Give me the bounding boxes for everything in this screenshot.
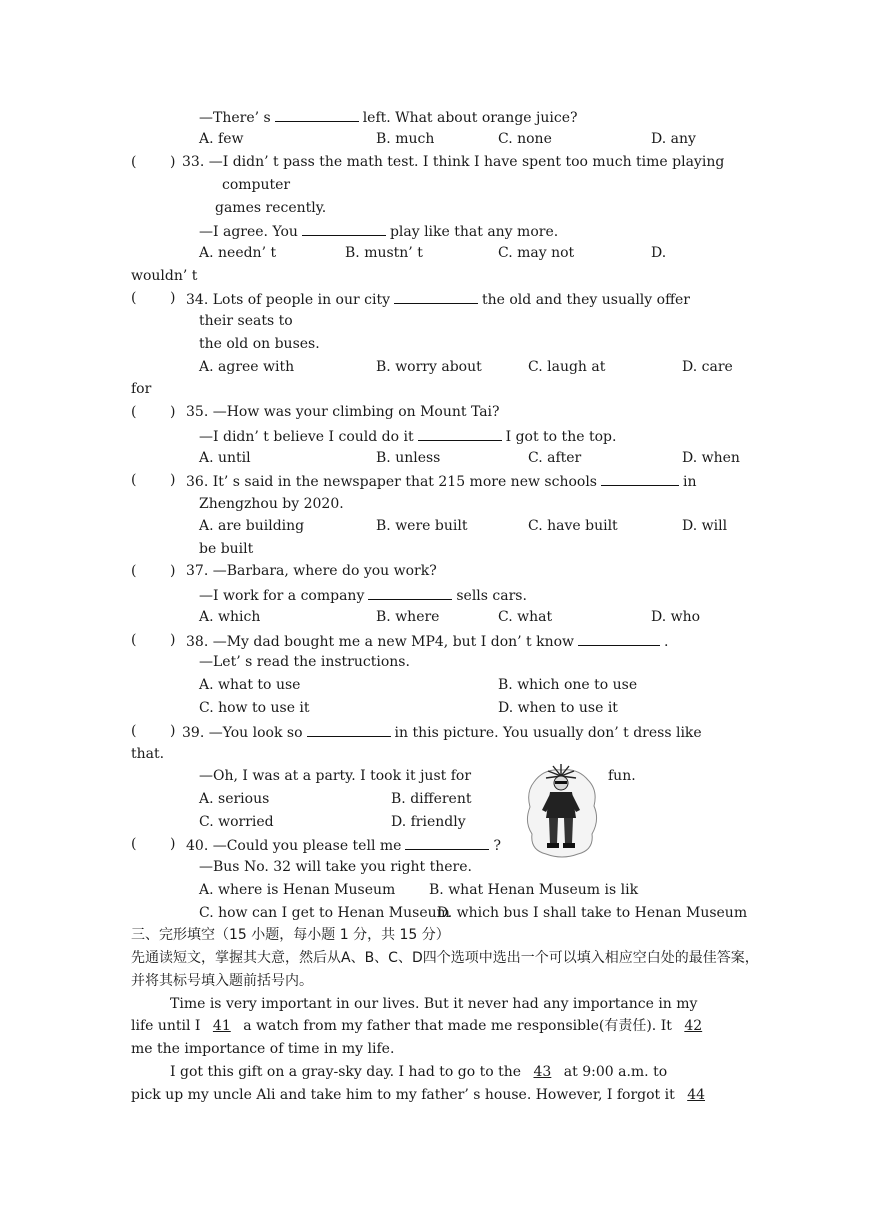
q36-paren-close: ) — [170, 472, 176, 488]
answer-blank[interactable] — [405, 835, 489, 850]
q33-option-b: B. mustn’ t — [345, 245, 423, 261]
q34-option-b: B. worry about — [376, 359, 482, 375]
answer-blank[interactable] — [394, 289, 478, 304]
passage-p1-line2: life until I 41 a watch from my father that made me responsible(有责任). It 42 — [131, 1017, 710, 1035]
q37-paren: ( — [131, 563, 137, 579]
q36-option-d-wrap: be built — [199, 541, 254, 557]
q36-stem-cont1: Zhengzhou by 2020. — [199, 496, 344, 512]
q37-option-d: D. who — [651, 609, 701, 625]
q34-stem: 34. Lots of people in our city the old and they usually offer — [186, 289, 690, 307]
answer-blank[interactable] — [368, 585, 452, 600]
q33-option-d-wrap: wouldn’ t — [131, 268, 198, 284]
q35-line2: —I didn’ t believe I could do it I got to the top. — [199, 426, 616, 444]
q40-option-a: A. where is Henan Museum — [199, 882, 396, 898]
q35-paren: ( — [131, 404, 137, 420]
q39-stem-wrap: that. — [131, 746, 165, 762]
q37-option-b: B. where — [376, 609, 440, 625]
q35-option-b: B. unless — [376, 450, 441, 466]
passage-p1-line1: Time is very important in our lives. But it never had any importance in my — [170, 996, 698, 1012]
q36-paren: ( — [131, 472, 137, 488]
q39-option-a: A. serious — [199, 791, 270, 807]
q40-option-d: D. which bus I shall take to Henan Museum — [437, 905, 748, 921]
q34-option-d: D. care — [682, 359, 733, 375]
q38-option-b: B. which one to use — [498, 677, 638, 693]
q35-stem: 35. —How was your climbing on Mount Tai? — [186, 404, 500, 420]
answer-blank[interactable] — [302, 221, 386, 236]
q34-stem-cont1: their seats to — [199, 313, 293, 329]
section-title: 三、完形填空（15 小题，每小题 1 分，共 15 分） — [131, 927, 450, 943]
q37-stem: 37. —Barbara, where do you work? — [186, 563, 437, 579]
q35-option-c: C. after — [528, 450, 582, 466]
q39-option-c: C. worried — [199, 814, 274, 830]
answer-blank[interactable] — [578, 631, 660, 646]
q34-paren: ( — [131, 290, 137, 306]
q33-stem: 33. —I didn’ t pass the math test. I think I have spent too much time playing — [182, 154, 725, 170]
q34-paren-close: ) — [170, 290, 176, 306]
q32-stem-b: left. What about orange juice? — [362, 110, 578, 126]
q38-option-c: C. how to use it — [199, 700, 310, 716]
q35-option-d: D. when — [682, 450, 740, 466]
q37-option-a: A. which — [199, 609, 261, 625]
q39-option-b: B. different — [391, 791, 472, 807]
q38-paren-close: ) — [170, 632, 176, 648]
q36-option-a: A. are building — [199, 518, 305, 534]
q33-option-c: C. may not — [498, 245, 575, 261]
section-instruction-1: 先通读短文，掌握其大意，然后从A、B、C、D四个选项中选出一个可以填入相应空白处的最佳答案， — [131, 950, 759, 966]
q32-option-a: A. few — [199, 131, 244, 147]
q34-option-c: C. laugh at — [528, 359, 606, 375]
q33-paren-close: ) — [170, 154, 176, 170]
q35-option-a: A. until — [199, 450, 251, 466]
cloze-blank-42[interactable]: 42 — [684, 1018, 703, 1034]
cloze-blank-44[interactable]: 44 — [687, 1087, 706, 1103]
answer-blank[interactable] — [601, 471, 679, 486]
q40-stem: 40. —Could you please tell me ? — [186, 835, 501, 853]
q38-option-d: D. when to use it — [498, 700, 618, 716]
q37-paren-close: ) — [170, 563, 176, 579]
q40-paren: ( — [131, 836, 137, 852]
cloze-blank-43[interactable]: 43 — [533, 1064, 552, 1080]
q39-line2-b: fun. — [608, 768, 636, 784]
q39-stem: 39. —You look so in this picture. You usually don’ t dress like — [182, 722, 702, 740]
q40-option-c: C. how can I get to Henan Museum — [199, 905, 450, 921]
q37-line2: —I work for a company sells cars. — [199, 585, 527, 603]
q32-option-b: B. much — [376, 131, 435, 147]
section-instruction-2: 并将其标号填入题前括号内。 — [131, 973, 313, 989]
q39-line2-a: —Oh, I was at a party. I took it just for — [199, 768, 472, 784]
q33-option-d: D. — [651, 245, 667, 261]
q38-line2: —Let’ s read the instructions. — [199, 654, 410, 670]
q33-stem-cont1: computer — [222, 177, 291, 193]
q36-option-d: D. will — [682, 518, 728, 534]
q34-stem-cont2: the old on buses. — [199, 336, 320, 352]
q33-paren: ( — [131, 154, 137, 170]
q38-stem: 38. —My dad bought me a new MP4, but I don’ t know . — [186, 631, 668, 649]
q33-option-a: A. needn’ t — [199, 245, 277, 261]
passage-p2-line2: pick up my uncle Ali and take him to my father’ s house. However, I forgot it 44 — [131, 1086, 713, 1104]
answer-blank[interactable] — [418, 426, 502, 441]
answer-blank[interactable] — [275, 107, 359, 122]
q32-line — [199, 107, 577, 125]
q39-paren-close: ) — [170, 723, 176, 739]
q40-option-b: B. what Henan Museum is lik — [429, 882, 639, 898]
cloze-blank-41[interactable]: 41 — [212, 1018, 231, 1034]
q40-line2: —Bus No. 32 will take you right there. — [199, 859, 472, 875]
q32-stem-a: —There’ s — [199, 110, 271, 126]
q32-option-c: C. none — [498, 131, 552, 147]
punk-figure-icon — [522, 762, 600, 860]
q36-option-c: C. have built — [528, 518, 618, 534]
q38-paren: ( — [131, 632, 137, 648]
q39-paren: ( — [131, 723, 137, 739]
q34-option-a: A. agree with — [199, 359, 295, 375]
q33-stem-cont2: games recently. — [215, 200, 327, 216]
answer-blank[interactable] — [307, 722, 391, 737]
passage-p1-line3: me the importance of time in my life. — [131, 1041, 395, 1057]
q36-stem: 36. It’ s said in the newspaper that 215 more new schools in — [186, 471, 696, 489]
q37-option-c: C. what — [498, 609, 553, 625]
q40-paren-close: ) — [170, 836, 176, 852]
q38-option-a: A. what to use — [199, 677, 301, 693]
q34-option-d-wrap: for — [131, 381, 152, 397]
q32-option-d: D. any — [651, 131, 696, 147]
q35-paren-close: ) — [170, 404, 176, 420]
passage-p2-line1: I got this gift on a gray-sky day. I had to go to the 43 at 9:00 a.m. to — [170, 1064, 668, 1080]
q36-option-b: B. were built — [376, 518, 468, 534]
q33-line2: —I agree. You play like that any more. — [199, 221, 558, 239]
q39-option-d: D. friendly — [391, 814, 466, 830]
